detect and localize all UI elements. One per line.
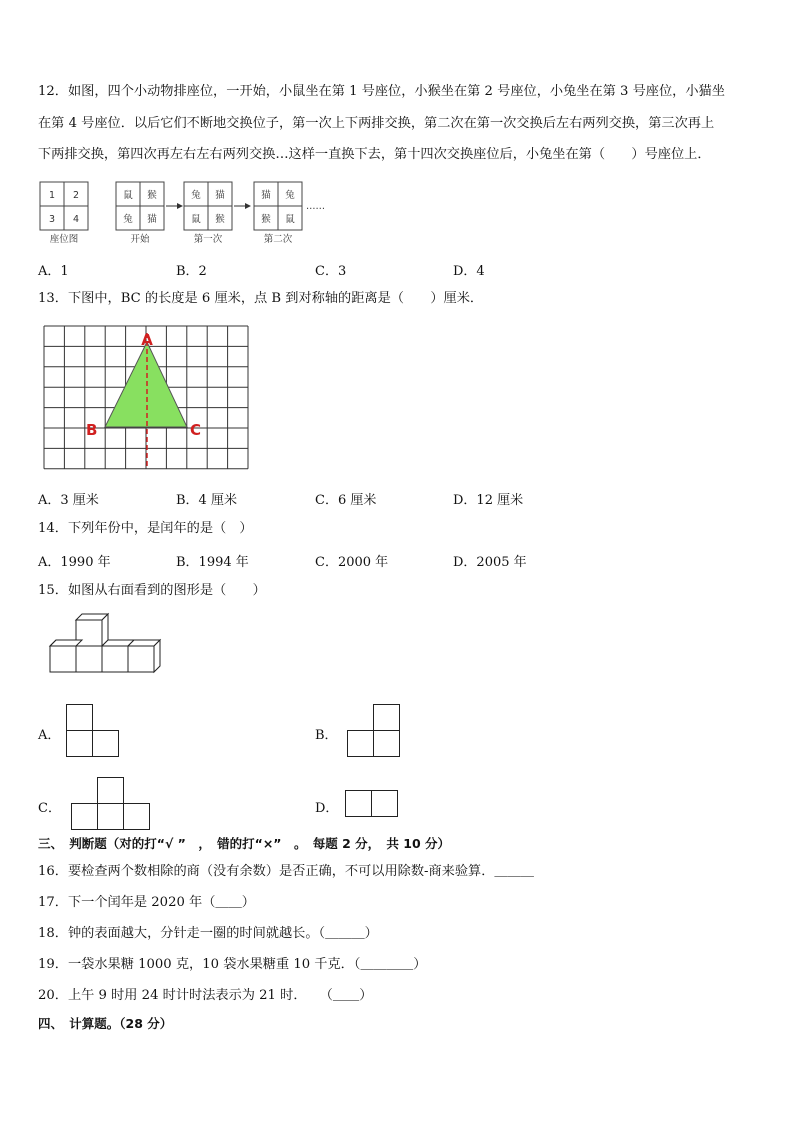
- svg-text:猴: 猴: [261, 214, 271, 225]
- svg-text:兔: 兔: [191, 190, 201, 201]
- judge-question-20[interactable]: 20．上午 9 时用 24 时计时法表示为 21 时． （＿＿）: [38, 988, 373, 1003]
- q15-option-c-shape[interactable]: [71, 777, 153, 831]
- seat-cell-2: 2: [72, 190, 80, 201]
- q15-option-b[interactable]: B．: [315, 728, 338, 743]
- svg-text:鼠: 鼠: [285, 214, 295, 225]
- ellipsis: ……: [306, 201, 325, 212]
- seat-caption: 座位图: [49, 234, 79, 245]
- judge-question-17[interactable]: 17．下一个闰年是 2020 年（＿＿）: [38, 895, 255, 910]
- q14-stem: 14．下列年份中，是闰年的是（ ）: [38, 521, 253, 536]
- svg-text:猴: 猴: [215, 214, 225, 225]
- q15-option-d-shape[interactable]: [345, 790, 399, 818]
- q12-option-d[interactable]: D．4: [453, 264, 485, 279]
- svg-text:鼠: 鼠: [191, 214, 201, 225]
- q14-option-c[interactable]: C．2000 年: [315, 555, 389, 570]
- seat-cell-3: 3: [48, 214, 56, 225]
- svg-text:猴: 猴: [147, 190, 157, 201]
- q13-grid-figure: [43, 325, 249, 469]
- judge-question-18[interactable]: 18．钟的表面越大，分针走一圈的时间就越长。（＿＿＿）: [38, 926, 378, 941]
- point-b-label: B: [86, 421, 98, 439]
- svg-text:鼠: 鼠: [123, 190, 133, 201]
- q12-line-3: 下两排交换，第四次再左右左右两列交换…这样一直换下去，第十四次交换座位后，小兔坐在第（ ）号座位上．: [38, 147, 711, 162]
- svg-text:第二次: 第二次: [263, 234, 293, 245]
- point-c-label: C: [190, 421, 202, 439]
- section-4-heading: 四、 计算题。（28 分）: [38, 1016, 173, 1031]
- q14-option-b[interactable]: B．1994 年: [176, 555, 249, 570]
- q13-stem: 13．下图中，BC 的长度是 6 厘米，点 B 到对称轴的距离是（ ）厘米．: [38, 291, 484, 306]
- second-swap-grid: [254, 182, 302, 245]
- svg-text:猫: 猫: [147, 214, 157, 225]
- q15-option-a-shape[interactable]: [66, 704, 120, 758]
- svg-text:兔: 兔: [123, 214, 133, 225]
- point-a-label: A: [141, 331, 153, 349]
- q15-option-a[interactable]: A．: [38, 728, 61, 743]
- q15-cube-figure: [42, 614, 162, 678]
- triangle-abc: [105, 342, 187, 427]
- judge-question-16[interactable]: 16．要检查两个数相除的商（没有余数）是否正确，不可以用除数-商来验算．＿＿＿: [38, 864, 534, 879]
- q13-option-d[interactable]: D．12 厘米: [453, 493, 524, 508]
- start-grid: [116, 182, 164, 245]
- svg-text:第一次: 第一次: [193, 234, 223, 245]
- q15-option-c[interactable]: C．: [38, 801, 61, 816]
- q12-line-1: 12．如图，四个小动物排座位，一开始，小鼠坐在第 1 号座位，小猴坐在第 2 号座位，小兔坐在第 3 号座位，小猫坐: [38, 84, 725, 99]
- seat-grid: [40, 182, 88, 245]
- q12-option-c[interactable]: C．3: [315, 264, 347, 279]
- q14-option-d[interactable]: D．2005 年: [453, 555, 527, 570]
- q14-option-a[interactable]: A．1990 年: [38, 555, 111, 570]
- q15-option-b-shape[interactable]: [347, 704, 401, 758]
- svg-text:兔: 兔: [285, 190, 295, 201]
- q15-option-d[interactable]: D．: [315, 801, 339, 816]
- q12-option-a[interactable]: A．1: [38, 264, 69, 279]
- q15-stem: 15．如图从右面看到的图形是（ ）: [38, 583, 266, 598]
- q12-seating-figure: [38, 178, 358, 248]
- svg-text:猫: 猫: [215, 190, 225, 201]
- q12-line-2: 在第 4 号座位．以后它们不断地交换位子，第一次上下两排交换，第二次在第一次交换后左右两列交换，第三次再上: [38, 116, 715, 131]
- first-swap-grid: [184, 182, 232, 245]
- svg-text:猫: 猫: [261, 190, 271, 201]
- q13-option-c[interactable]: C．6 厘米: [315, 493, 377, 508]
- svg-text:开始: 开始: [130, 234, 150, 245]
- seat-cell-1: 1: [48, 190, 56, 201]
- section-3-heading: 三、 判断题（对的打“√ ” ， 错的打“×” 。 每题 2 分， 共 10 分）: [38, 836, 451, 851]
- seat-cell-4: 4: [72, 214, 80, 225]
- q13-option-a[interactable]: A．3 厘米: [38, 493, 99, 508]
- q12-option-b[interactable]: B．2: [176, 264, 207, 279]
- judge-question-19[interactable]: 19．一袋水果糖 1000 克，10 袋水果糖重 10 千克．（＿＿＿＿）: [38, 957, 427, 972]
- q13-option-b[interactable]: B．4 厘米: [176, 493, 237, 508]
